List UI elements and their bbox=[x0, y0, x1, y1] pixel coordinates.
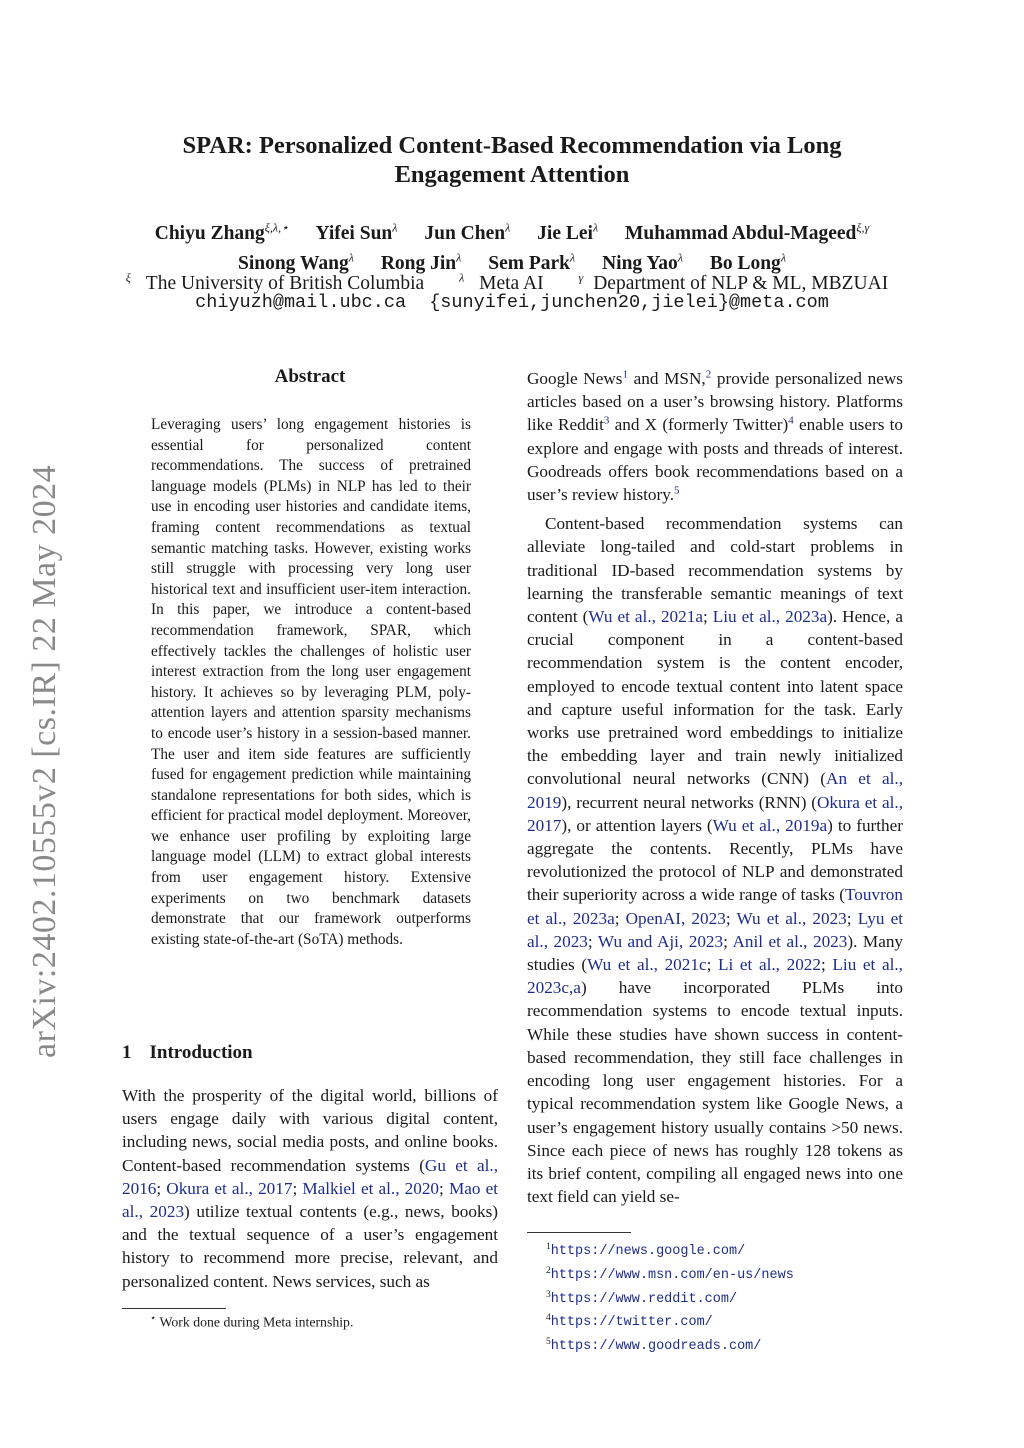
author: Yifei Sun$^\lambda$ bbox=[315, 220, 398, 244]
author: Sinong Wang$^\lambda$ bbox=[237, 250, 354, 274]
title-line-1: SPAR: Personalized Content-Based Recommendation via Long bbox=[182, 132, 842, 159]
author: Jun Chen$^\lambda$ bbox=[424, 220, 511, 244]
footnote-ref[interactable]: 3 bbox=[603, 414, 610, 427]
section-heading bbox=[122, 1042, 253, 1064]
author-row-1 bbox=[0, 215, 1024, 246]
footnote-url[interactable]: https://www.msn.com/en-us/news bbox=[550, 1267, 794, 1283]
footnote-ref[interactable]: 1 bbox=[622, 368, 628, 381]
footnote-rule bbox=[527, 1232, 631, 1233]
footnote-ref[interactable]: 5 bbox=[674, 484, 680, 497]
email[interactable]: {sunyifei,junchen20,jielei}@meta.com bbox=[429, 292, 829, 313]
citation-link[interactable]: Lyu et al., 2023 bbox=[527, 908, 903, 951]
footnote-ref[interactable]: 2 bbox=[705, 368, 712, 381]
author: Rong Jin$^\lambda$ bbox=[380, 250, 462, 274]
abstract-heading: Abstract bbox=[274, 366, 346, 387]
affiliation: $^\lambda$ Meta AI bbox=[459, 270, 544, 294]
footnote-ref[interactable]: 4 bbox=[788, 414, 794, 427]
email[interactable]: chiyuzh@mail.ubc.ca bbox=[195, 292, 407, 313]
footnote-list bbox=[546, 1238, 794, 1357]
paragraph: Google News$^1$ and MSN,$^2$ provide personalized news articles based on a user’s browsing history. Platforms like Reddit$^3$ and X (formerly Twitter)$^4$ enable users to explore and engage with posts and threads of interest. Goodreads offers book recommendations based on a user’s review history.$^5$ bbox=[527, 368, 904, 505]
footnote-url[interactable]: https://twitter.com/ bbox=[550, 1315, 713, 1331]
emails bbox=[0, 290, 1024, 315]
section-number: 1 bbox=[122, 1042, 132, 1063]
paragraph: Content-based recommendation systems can alleviate long-tailed and cold-start problems in traditional ID-based recommendation systems by learning the transferable semantic meanings of text content (Wu et al., 2021a; Liu et al., 2023a). Hence, a crucial component in a content-based recommendation system is the content encoder, employed to encode textual content into latent space and capture useful information for the task. Early works use pretrained word embeddings to initialize the embedding layer and train newly initialized convolutional neural networks (CNN) (An et al., 2019), recurrent neural networks (RNN) (Okura et al., 2017), or attention layers (Wu et al., 2019a) to further aggregate the contents. Recently, PLMs have revolutionized the protocol of NLP and demonstrated their superiority across a wide range of tasks (Touvron et al., 2023a; OpenAI, 2023; Wu et al., 2023; Lyu et al., 2023; Wu and Aji, 2023; Anil et al., 2023). Many studies (Wu et al., 2021c; Li et al., 2022; Liu et al., 2023c,a) have incorporated PLMs into recommendation systems to encode textual inputs. While these studies have shown success in content-based recommendation, they still face challenges in encoding long user engagement histories. For a typical recommendation system like Google News, a user’s engagement history usually contains >50 news. Since each piece of news has roughly 128 tokens as its brief content, compiling all engaged news into one text field can yield se- bbox=[527, 514, 904, 1207]
citation-link[interactable]: Liu et al., 2023a bbox=[712, 607, 828, 627]
author: Ning Yao$^\lambda$ bbox=[602, 250, 683, 274]
citation-link[interactable]: Okura et al., 2017 bbox=[166, 1178, 293, 1198]
citation-link[interactable]: Wu et al., 2019a bbox=[712, 815, 828, 835]
citation-link[interactable]: Anil et al., 2023 bbox=[732, 931, 848, 951]
footnote: $^4$https://twitter.com/ bbox=[546, 1313, 713, 1331]
arxiv-stamp: arXiv:2402.10555v2 [cs.IR] 22 May 2024 bbox=[26, 464, 63, 1058]
citation-link[interactable]: Wu and Aji, 2023 bbox=[597, 931, 724, 951]
author: Muhammad Abdul-Mageed$^{\xi,\gamma}$ bbox=[625, 220, 870, 244]
title-line-2: Engagement Attention bbox=[394, 161, 630, 188]
citation-link[interactable]: Wu et al., 2021a bbox=[588, 607, 703, 627]
footnote-url[interactable]: https://www.goodreads.com/ bbox=[550, 1339, 762, 1355]
citation-link[interactable]: Touvron et al., 2023a bbox=[527, 885, 903, 928]
citation-link[interactable]: Malkiel et al., 2020 bbox=[302, 1178, 440, 1198]
section-title: Introduction bbox=[149, 1042, 253, 1063]
citation-link[interactable]: OpenAI, 2023 bbox=[625, 908, 726, 928]
citation-link[interactable]: Okura et al., 2017 bbox=[527, 792, 903, 835]
footnote: $^5$https://www.goodreads.com/ bbox=[546, 1337, 762, 1355]
author: Bo Long$^\lambda$ bbox=[709, 250, 787, 274]
intro-paragraph: With the prosperity of the digital world, billions of users engage daily with various digital content, including news, social media posts, and online books. Content-based recommendation systems (Gu et al., 2016; Okura et al., 2017; Malkiel et al., 2020; Mao et al., 2023) utilize textual contents (e.g., news, books) and the textual sequence of a user’s engagement history to recommend more precise, relevant, and personalized content. News services, such as bbox=[122, 1086, 499, 1291]
paper-title bbox=[0, 131, 1024, 189]
right-column bbox=[527, 367, 903, 1208]
citation-link[interactable]: Li et al., 2022 bbox=[718, 955, 821, 975]
footnote-url[interactable]: https://www.reddit.com/ bbox=[550, 1291, 738, 1307]
footnote: ⋆ Work done during Meta internship. bbox=[150, 1313, 354, 1330]
footnote: $^2$https://www.msn.com/en-us/news bbox=[546, 1265, 794, 1283]
affiliation: $^\xi$ The University of British Columbia bbox=[125, 270, 425, 294]
citation-link[interactable]: Gu et al., 2016 bbox=[122, 1155, 498, 1198]
footnote: $^3$https://www.reddit.com/ bbox=[546, 1289, 738, 1307]
author: Chiyu Zhang$^{\xi,\lambda,⋆}$ bbox=[154, 220, 289, 244]
footnote-url[interactable]: https://news.google.com/ bbox=[550, 1244, 746, 1259]
abstract-text: Leveraging users’ long engagement histories is essential for personalized content recommendations. The success of pretrained language models (PLMs) in NLP has led to their use in encoding user histories and candidate items, framing content recommendations as textual semantic matching tasks. However, existing works still struggle with processing very long user historical text and insufficient user-item interaction. In this paper, we introduce a content-based recommendation framework, SPAR, which effectively tackles the challenges of holistic user interest extraction from the long user engagement history. It achieves so by leveraging PLM, poly-attention layers and attention sparsity mechanisms to encode user’s history in a session-based manner. The user and item side features are sufficiently fused for engagement prediction while maintaining standalone representations for both sides, which is efficient for practical model deployment. Moreover, we enhance user profiling by exploiting large language model (LLM) to extract global interests from user engagement history. Extensive experiments on two benchmark datasets demonstrate that our framework outperforms existing state-of-the-art (SoTA) methods. bbox=[151, 416, 471, 948]
author: Sem Park$^\lambda$ bbox=[488, 250, 576, 274]
citation-link[interactable]: Wu et al., 2021c bbox=[587, 955, 707, 975]
citation-link[interactable]: Liu et al., 2023c,a bbox=[527, 955, 903, 998]
footnote-rule bbox=[122, 1308, 226, 1309]
citation-link[interactable]: An et al., 2019 bbox=[527, 769, 903, 812]
footnote: $^1$https://news.google.com/ bbox=[546, 1242, 746, 1259]
citation-link[interactable]: Wu et al., 2023 bbox=[736, 908, 847, 928]
author: Jie Lei$^\lambda$ bbox=[537, 220, 599, 244]
citation-link[interactable]: Mao et al., 2023 bbox=[122, 1178, 498, 1222]
affiliation: $^\gamma$ Department of NLP & ML, MBZUAI bbox=[578, 270, 889, 294]
